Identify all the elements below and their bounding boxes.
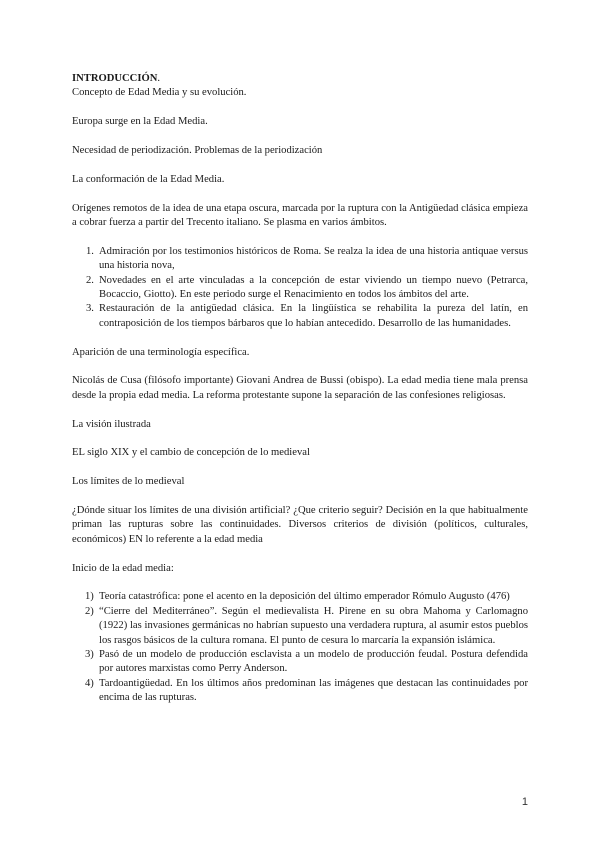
numbered-list-theories <box>72 590 528 705</box>
paragraph-limits: Los límites de lo medieval <box>72 476 185 488</box>
list-item <box>72 677 528 706</box>
paragraph-cusa: Nicolás de Cusa (filósofo importante) Giovani Andrea de Bussi (obispo). La edad media tiene mala prensa desde la propia edad media. La reforma protestante supone la separación de las confesiones religiosas. <box>72 375 528 401</box>
paragraph-terminology: Aparición de una terminología específica. <box>72 346 250 358</box>
list-item-text: Admiración por los testimonios históricos de Roma. Se realza la idea de una historia antiquae versus una historia nova, <box>99 245 528 272</box>
paragraph-enlightenment: La visión ilustrada <box>72 418 151 430</box>
list-item-number: 3) <box>85 649 94 661</box>
paragraph-europe: Europa surge en la Edad Media. <box>72 116 208 128</box>
list-item-number: 4) <box>85 677 94 689</box>
list-item-text: Restauración de la antigüedad clásica. En la lingüística se rehabilita la pureza del latín, en contraposición de los tiempos bárbaros que lo habían antecedido. Desarrollo de las humanidades. <box>99 303 528 329</box>
list-item <box>72 245 528 274</box>
list-item-text: Teoría catastrófica: pone el acento en la deposición del último emperador Rómulo Augusto (476) <box>99 591 510 603</box>
intro-heading <box>72 72 528 86</box>
list-item-number: 2) <box>85 605 94 617</box>
paragraph-xix-century: EL siglo XIX y el cambio de concepción de lo medieval <box>72 447 310 459</box>
paragraph-concept: Concepto de Edad Media y su evolución. <box>72 87 247 99</box>
list-item <box>72 648 528 677</box>
list-item-number: 1. <box>86 245 94 257</box>
numbered-list-ambits <box>72 245 528 331</box>
list-item-text: Pasó de un modelo de producción esclavista a un modelo de producción feudal. Postura defendida por autores marxistas como Perry Anderson. <box>99 649 528 675</box>
list-item-number: 3. <box>86 303 94 315</box>
list-item <box>72 605 528 648</box>
list-item-number: 2. <box>86 274 94 286</box>
heading-period: . <box>157 73 161 84</box>
list-item <box>72 302 528 331</box>
list-item-text: “Cierre del Mediterráneo”. Según el medievalista H. Pirene en su obra Mahoma y Carlomagno (1922) las invasiones germánicas no habrían supuesto una verdadera ruptura, al asumir estos pueblos los rasgos básicos de la cultura romana. El punto de cesura lo marcaría la expansión islámica. <box>99 605 528 646</box>
heading-text: INTRODUCCIÓN <box>72 73 158 84</box>
paragraph-division: ¿Dónde situar los límites de una división artificial? ¿Que criterio seguir? Decisión en la que habitualmente priman las rupturas sobre las continuidades. Diversos criterios de división (políticos, culturales, económicos) EN lo referente a la edad media <box>72 505 528 545</box>
page-number: 1 <box>521 796 528 808</box>
document-body <box>72 72 528 706</box>
paragraph-conformation: La conformación de la Edad Media. <box>72 173 225 185</box>
paragraph-start: Inicio de la edad media: <box>72 562 174 574</box>
list-item-text: Tardoantigüedad. En los últimos años predominan las imágenes que destacan las continuidades por encima de las rupturas. <box>99 677 528 704</box>
list-item-number: 1) <box>85 591 94 603</box>
paragraph-origins: Orígenes remotos de la idea de una etapa oscura, marcada por la ruptura con la Antigüedad clásica empieza a cobrar fuerza a partir del Trecento italiano. Se plasma en varios ámbitos. <box>72 202 528 228</box>
list-item <box>72 590 528 604</box>
paragraph-periodization: Necesidad de periodización. Problemas de la periodización <box>72 145 323 156</box>
list-item-text: Novedades en el arte vinculadas a la concepción de estar viviendo un tiempo nuevo (Petrarca, Bocaccio, Giotto). En este periodo surge el Renacimiento en todos los ámbitos del arte. <box>99 274 528 301</box>
list-item <box>72 274 528 303</box>
